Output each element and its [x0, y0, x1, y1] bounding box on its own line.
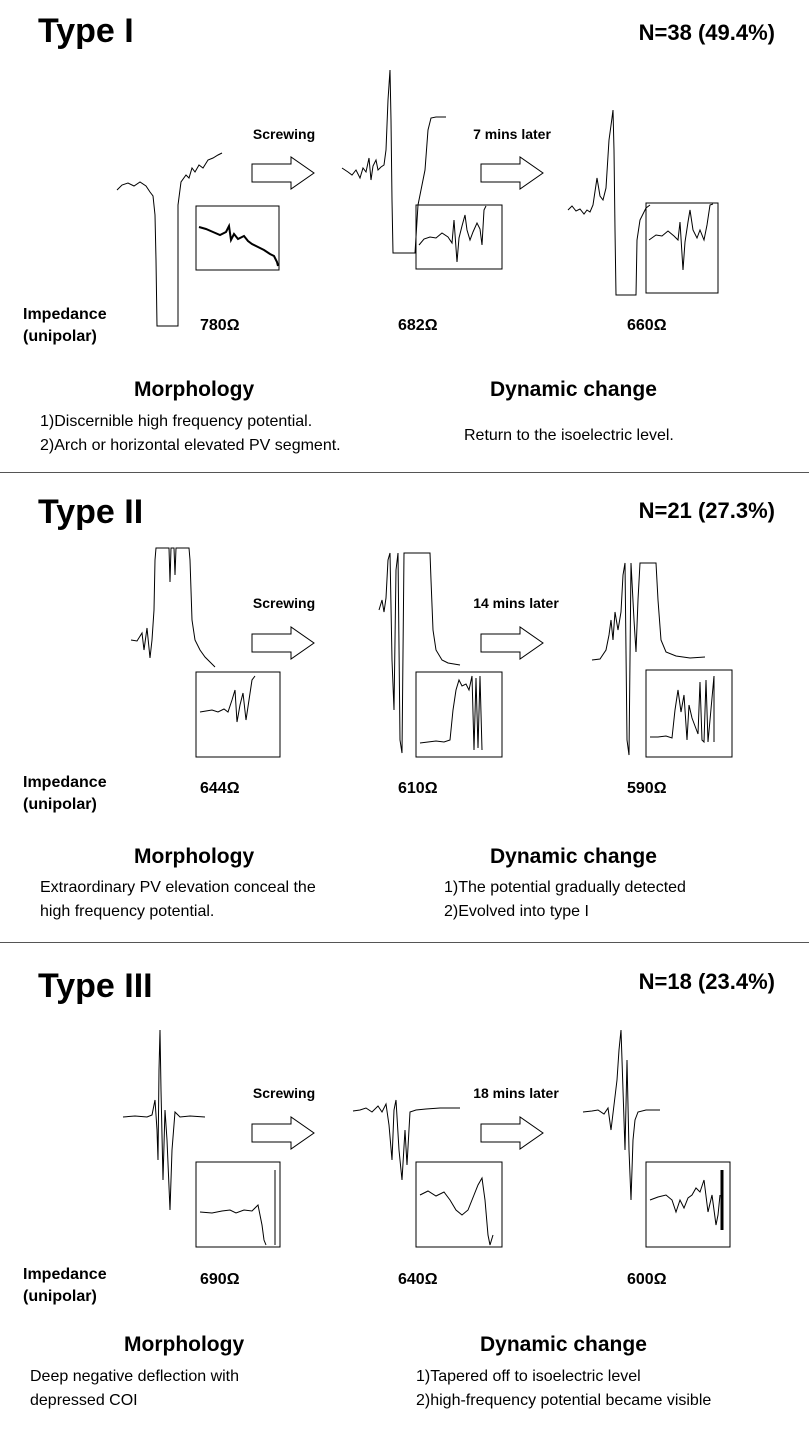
- count-label: N=18 (23.4%): [638, 969, 775, 994]
- impedance-value-2: 610Ω: [398, 780, 438, 797]
- morphology-line: Extraordinary PV elevation conceal the: [40, 879, 316, 896]
- dynamic-text: [444, 876, 686, 924]
- impedance-label-line1: Impedance: [23, 774, 107, 791]
- impedance-value-2: 640Ω: [398, 1271, 438, 1288]
- dynamic-text: [464, 424, 674, 448]
- impedance-label-line2: (unipolar): [23, 796, 97, 813]
- impedance-value-1: 644Ω: [200, 780, 240, 797]
- dynamic-line: Return to the isoelectric level.: [464, 427, 674, 444]
- count-label: N=38 (49.4%): [638, 20, 775, 45]
- morphology-heading: Morphology: [134, 378, 255, 401]
- impedance-label: [23, 772, 107, 816]
- arrow-label-screwing: Screwing: [252, 1085, 316, 1101]
- dynamic-line: 1)Tapered off to isoelectric level: [416, 1368, 641, 1385]
- panel-title: Type I: [38, 12, 134, 50]
- morphology-line: 1)Discernible high frequency potential.: [40, 413, 313, 430]
- panel-title: Type II: [38, 493, 144, 531]
- dynamic-heading: Dynamic change: [490, 845, 657, 868]
- dynamic-heading: Dynamic change: [490, 378, 657, 401]
- impedance-label-line2: (unipolar): [23, 1288, 97, 1305]
- morphology-heading: Morphology: [124, 1333, 245, 1356]
- impedance-label-line1: Impedance: [23, 1266, 107, 1283]
- impedance-label-line1: Impedance: [23, 306, 107, 323]
- impedance-value-1: 690Ω: [200, 1271, 240, 1288]
- morphology-line: high frequency potential.: [40, 903, 215, 920]
- dynamic-line: 2)high-frequency potential became visible: [416, 1392, 712, 1409]
- panel-title: Type III: [38, 967, 153, 1005]
- impedance-value-3: 600Ω: [627, 1271, 667, 1288]
- impedance-label-line2: (unipolar): [23, 328, 97, 345]
- impedance-value-3: 660Ω: [627, 317, 667, 334]
- morphology-text: [40, 410, 341, 458]
- impedance-value-1: 780Ω: [200, 317, 240, 334]
- morphology-text: [40, 876, 316, 924]
- dynamic-heading: Dynamic change: [480, 1333, 647, 1356]
- morphology-line: Deep negative deflection with: [30, 1368, 240, 1385]
- morphology-text: [30, 1365, 368, 1413]
- arrow-label-time: 14 mins later: [473, 595, 559, 611]
- morphology-line: 2)Arch or horizontal elevated PV segment.: [40, 437, 341, 454]
- count-label: N=21 (27.3%): [638, 498, 775, 523]
- impedance-value-2: 682Ω: [398, 317, 438, 334]
- arrow-label-time: 18 mins later: [473, 1085, 559, 1101]
- morphology-line: depressed COI: [30, 1392, 138, 1409]
- panel-type-3: [0, 943, 809, 1439]
- dynamic-line: 2)Evolved into type I: [444, 903, 589, 920]
- panel-type-2: [0, 473, 809, 943]
- dynamic-line: 1)The potential gradually detected: [444, 879, 686, 896]
- impedance-label: [23, 1264, 107, 1308]
- arrow-label-screwing: Screwing: [252, 126, 316, 142]
- dynamic-text: [416, 1365, 711, 1413]
- impedance-value-3: 590Ω: [627, 780, 667, 797]
- panel-type-1: [0, 0, 809, 470]
- arrow-label-screwing: Screwing: [252, 595, 316, 611]
- morphology-heading: Morphology: [134, 845, 255, 868]
- arrow-label-time: 7 mins later: [473, 126, 551, 142]
- impedance-label: [23, 304, 107, 348]
